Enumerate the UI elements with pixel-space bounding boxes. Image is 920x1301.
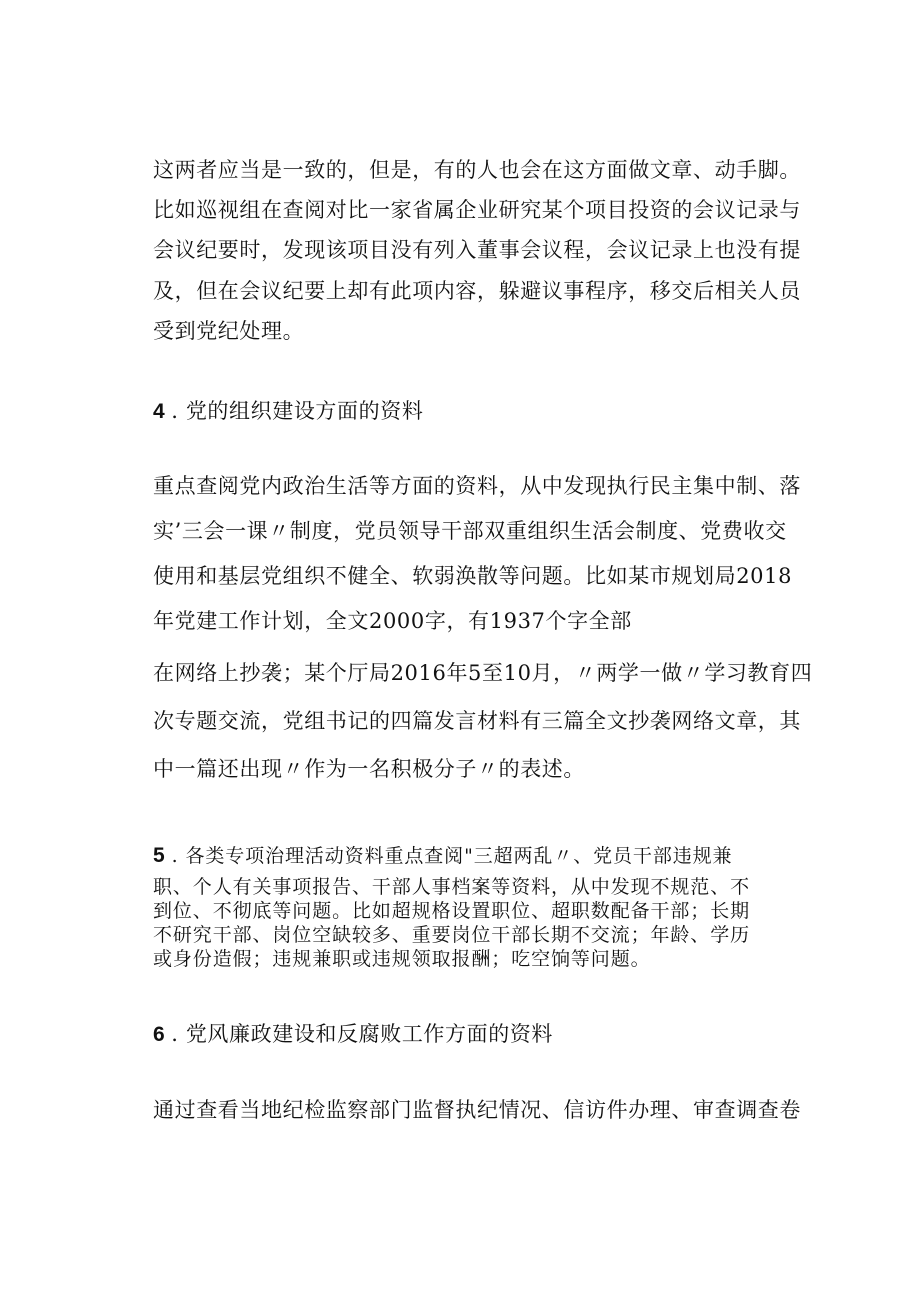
paragraph-line: 年党建工作计划，全文2000字，有1937个字全部 <box>153 609 632 633</box>
paragraph-line: 不研究干部、岗位空缺较多、重要岗位干部长期不交流；年龄、学历 <box>153 924 751 946</box>
section-heading-5 <box>153 842 732 870</box>
section-heading-6 <box>153 1020 553 1049</box>
section-number: 6 <box>153 1023 166 1046</box>
section-number: 5 <box>153 844 166 867</box>
paragraph-line: 到位、不彻底等问题。比如超规格设置职位、超职数配备干部；长期 <box>153 900 751 922</box>
paragraph-line: 使用和基层党组织不健全、软弱涣散等问题。比如某市规划局2018 <box>153 564 793 588</box>
section-title: . 党风廉政建设和反腐败工作方面的资料 <box>171 1022 554 1046</box>
paragraph-line: 受到党纪处理。 <box>153 319 305 343</box>
paragraph-line: 重点查阅党内政治生活等方面的资料，从中发现执行民主集中制、落 <box>153 474 801 498</box>
section-title: . 党的组织建设方面的资料 <box>171 399 424 423</box>
paragraph-line: 通过查看当地纪检监察部门监督执纪情况、信访件办理、审查调查卷 <box>153 1098 801 1122</box>
section-title: . 各类专项治理活动资料重点查阅"三超两乱〃、党员干部违规兼 <box>171 845 733 867</box>
paragraph-line: 次专题交流，党组书记的四篇发言材料有三篇全文抄袭网络文章，其 <box>153 709 801 733</box>
paragraph-line: 中一篇还出现〃作为一名积极分子〃的表述。 <box>153 757 585 781</box>
paragraph-line: 实’三会一课〃制度，党员领导干部双重组织生活会制度、党费收交 <box>153 519 787 543</box>
paragraph-line: 这两者应当是一致的，但是，有的人也会在这方面做文章、动手脚。 <box>153 158 801 182</box>
paragraph-line: 及，但在会议纪要上却有此项内容，躲避议事程序，移交后相关人员 <box>153 279 801 303</box>
paragraph-line: 比如巡视组在查阅对比一家省属企业研究某个项目投资的会议记录与 <box>153 198 801 222</box>
paragraph-line: 或身份造假；违规兼职或违规领取报酬；吃空饷等问题。 <box>153 948 651 970</box>
paragraph-line: 职、个人有关事项报告、干部人事档案等资料，从中发现不规范、不 <box>153 876 751 898</box>
paragraph-line: 会议纪要时，发现该项目没有列入董事会议程，会议记录上也没有提 <box>153 238 801 262</box>
section-heading-4 <box>153 397 423 426</box>
section-number: 4 <box>153 400 166 423</box>
paragraph-line: 在网络上抄袭；某个厅局2016年5至10月，〃两学一做〃学习教育四 <box>153 661 813 685</box>
